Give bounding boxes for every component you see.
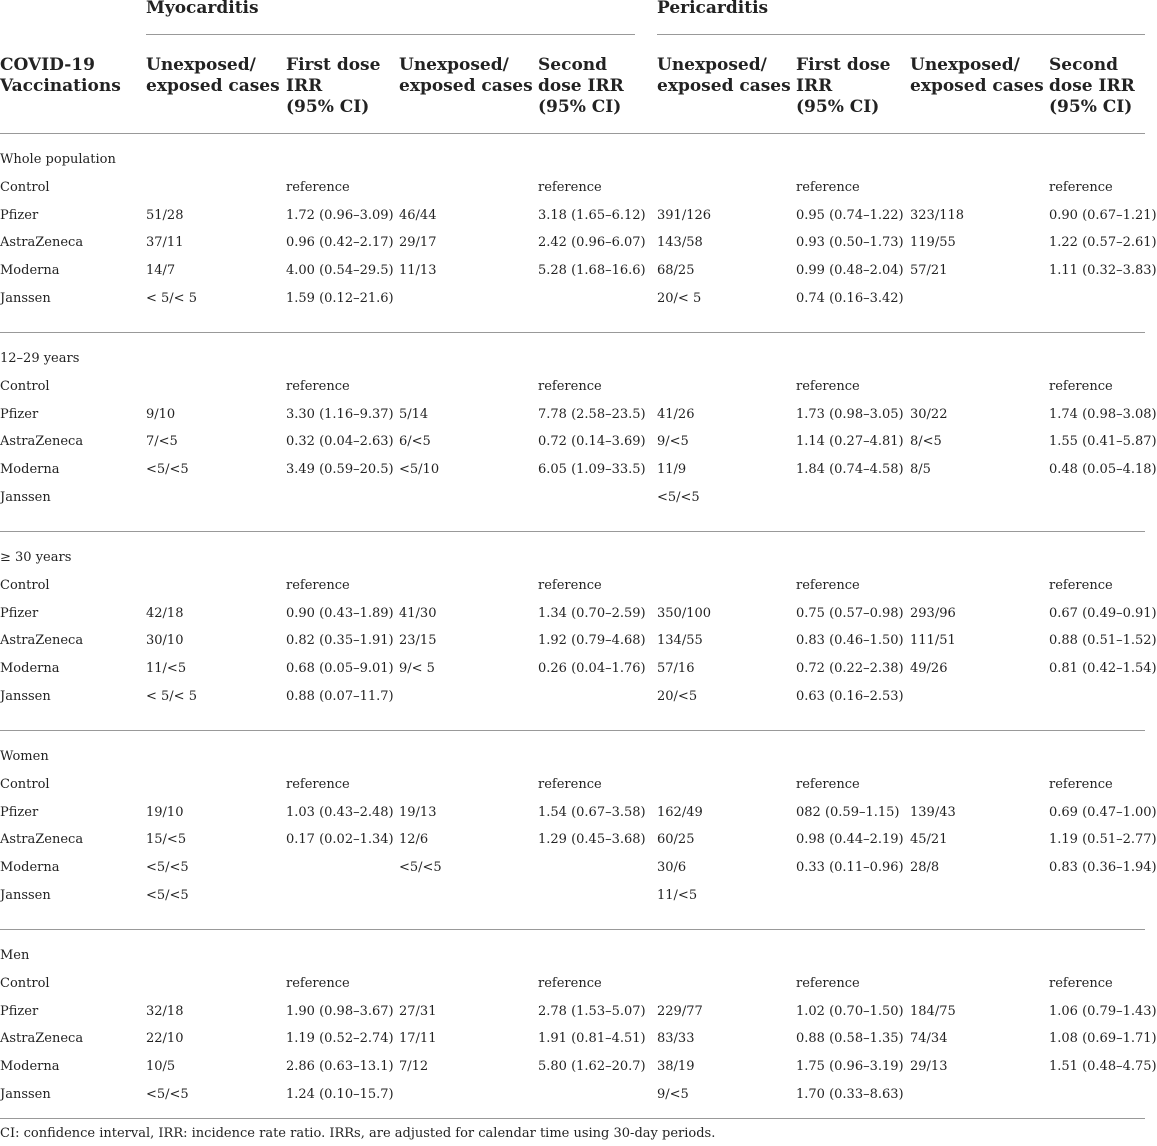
table-cell: 2.78 (1.53–5.07) xyxy=(538,1003,646,1019)
table-cell: 0.63 (0.16–2.53) xyxy=(796,688,904,704)
table-cell: 0.26 (0.04–1.76) xyxy=(538,661,646,677)
column-header xyxy=(657,55,791,97)
table-cell: 23/15 xyxy=(399,633,437,649)
column-header xyxy=(399,55,533,97)
table-cell: < 5/< 5 xyxy=(146,290,197,306)
table-cell: 0.88 (0.58–1.35) xyxy=(796,1031,904,1047)
table-cell: 20/<5 xyxy=(657,688,698,704)
table-cell: 1.90 (0.98–3.67) xyxy=(286,1003,394,1019)
table-cell: 19/10 xyxy=(146,804,184,820)
table-cell: 29/13 xyxy=(910,1059,948,1075)
column-header-line: (95% CI) xyxy=(538,97,622,117)
table-cell: 1.70 (0.33–8.63) xyxy=(796,1086,904,1102)
vaccine-label: Control xyxy=(0,976,50,991)
table-cell: 11/13 xyxy=(399,263,437,279)
table-cell: 0.88 (0.51–1.52) xyxy=(1049,633,1157,649)
table-cell: reference xyxy=(286,180,350,195)
table-cell: 8/<5 xyxy=(910,434,942,450)
table-cell: 57/16 xyxy=(657,661,695,677)
table-cell: 082 (0.59–1.15) xyxy=(796,804,900,820)
table-cell: 30/10 xyxy=(146,633,184,649)
group-underline xyxy=(657,34,1145,35)
table-cell: 1.34 (0.70–2.59) xyxy=(538,605,646,621)
table-cell: 5.80 (1.62–20.7) xyxy=(538,1059,646,1075)
table-cell: 0.90 (0.67–1.21) xyxy=(1049,207,1157,223)
vaccine-label: AstraZeneca xyxy=(0,832,84,848)
table-cell: 45/21 xyxy=(910,832,948,848)
table-cell: reference xyxy=(796,777,860,792)
table-cell: 0.83 (0.36–1.94) xyxy=(1049,860,1157,876)
table-cell: 0.32 (0.04–2.63) xyxy=(286,434,394,450)
vaccine-label: Janssen xyxy=(0,489,51,505)
table-cell: <5/<5 xyxy=(146,860,189,876)
vaccine-label: Janssen xyxy=(0,688,51,704)
column-header-line: dose IRR xyxy=(538,76,624,96)
table-rule xyxy=(0,332,1145,333)
table-cell: 1.51 (0.48–4.75) xyxy=(1049,1059,1157,1075)
table-cell: 9/<5 xyxy=(657,1086,689,1102)
table-cell: 1.19 (0.52–2.74) xyxy=(286,1031,394,1047)
table-cell: 0.75 (0.57–0.98) xyxy=(796,605,904,621)
column-header-line: exposed cases xyxy=(399,76,533,96)
table-cell: 184/75 xyxy=(910,1003,956,1019)
table-cell: 3.49 (0.59–20.5) xyxy=(286,462,394,478)
group-header: Myocarditis xyxy=(146,0,259,18)
vaccine-label: Moderna xyxy=(0,462,60,478)
table-cell: 9/< 5 xyxy=(399,661,435,677)
table-cell: 0.82 (0.35–1.91) xyxy=(286,633,394,649)
table-cell: 74/34 xyxy=(910,1031,948,1047)
table-cell: 11/9 xyxy=(657,462,687,478)
table-cell: 0.68 (0.05–9.01) xyxy=(286,661,394,677)
table-cell: 1.74 (0.98–3.08) xyxy=(1049,406,1157,422)
table-cell: reference xyxy=(538,976,602,991)
column-header-line: Unexposed/ xyxy=(910,55,1020,75)
table-cell: 14/7 xyxy=(146,263,176,279)
table-cell: 1.59 (0.12–21.6) xyxy=(286,290,394,306)
table-cell: 0.83 (0.46–1.50) xyxy=(796,633,904,649)
table-cell: 68/25 xyxy=(657,263,695,279)
group-underline xyxy=(146,34,635,35)
table-cell: 22/10 xyxy=(146,1031,184,1047)
vaccine-label: Pfizer xyxy=(0,207,39,223)
table-cell: 5.28 (1.68–16.6) xyxy=(538,263,646,279)
table-cell: 46/44 xyxy=(399,207,437,223)
table-cell: 1.55 (0.41–5.87) xyxy=(1049,434,1157,450)
table-cell: 323/118 xyxy=(910,207,965,223)
vaccine-label: AstraZeneca xyxy=(0,235,84,251)
column-header xyxy=(286,55,380,118)
vaccine-label: Moderna xyxy=(0,1059,60,1075)
vaccine-label: Moderna xyxy=(0,263,60,279)
table-cell: 57/21 xyxy=(910,263,948,279)
table-cell: 0.72 (0.14–3.69) xyxy=(538,434,646,450)
table-cell: 6.05 (1.09–33.5) xyxy=(538,462,646,478)
table-cell: 8/5 xyxy=(910,462,931,478)
column-header-line: First dose xyxy=(286,55,381,75)
column-header-line: dose IRR xyxy=(1049,76,1135,96)
table-rule xyxy=(0,730,1145,731)
column-header-line: (95% CI) xyxy=(1049,97,1133,117)
table-cell: 11/<5 xyxy=(146,661,187,677)
column-header-line: Unexposed/ xyxy=(399,55,509,75)
table-cell: 27/31 xyxy=(399,1003,437,1019)
table-cell: 30/6 xyxy=(657,860,687,876)
column-header-line: exposed cases xyxy=(657,76,791,96)
vaccine-label: Control xyxy=(0,180,50,195)
table-cell: 1.02 (0.70–1.50) xyxy=(796,1003,904,1019)
table-rule xyxy=(0,133,1145,134)
table-cell: 111/51 xyxy=(910,633,956,649)
table-cell: 1.73 (0.98–3.05) xyxy=(796,406,904,422)
table-cell: 162/49 xyxy=(657,804,703,820)
vaccine-label: AstraZeneca xyxy=(0,633,84,649)
table-cell: 30/22 xyxy=(910,406,948,422)
table-cell: 1.22 (0.57–2.61) xyxy=(1049,235,1157,251)
table-cell: 41/30 xyxy=(399,605,437,621)
table-cell: 134/55 xyxy=(657,633,703,649)
table-cell: 7/<5 xyxy=(146,434,178,450)
column-header xyxy=(910,55,1044,97)
table-cell: 0.99 (0.48–2.04) xyxy=(796,263,904,279)
table-cell: reference xyxy=(796,976,860,991)
table-cell: 1.08 (0.69–1.71) xyxy=(1049,1031,1157,1047)
table-cell: 37/11 xyxy=(146,235,184,251)
column-header-line: IRR xyxy=(796,76,833,96)
table-rule xyxy=(0,1118,1145,1119)
section-title: Whole population xyxy=(0,152,116,167)
table-cell: reference xyxy=(286,379,350,394)
table-cell: 0.33 (0.11–0.96) xyxy=(796,860,904,876)
vaccine-label: Pfizer xyxy=(0,804,39,820)
section-title: 12–29 years xyxy=(0,351,80,366)
table-cell: 1.03 (0.43–2.48) xyxy=(286,804,394,820)
table-cell: 32/18 xyxy=(146,1003,184,1019)
table-cell: <5/<5 xyxy=(399,860,442,876)
table-cell: 19/13 xyxy=(399,804,437,820)
table-cell: 49/26 xyxy=(910,661,948,677)
vaccine-label: Janssen xyxy=(0,290,51,306)
table-cell: 229/77 xyxy=(657,1003,703,1019)
section-title: ≥ 30 years xyxy=(0,550,72,565)
table-cell: 1.14 (0.27–4.81) xyxy=(796,434,904,450)
table-rule xyxy=(0,531,1145,532)
vaccine-label: Control xyxy=(0,578,50,593)
column-header-line: COVID-19 xyxy=(0,55,95,75)
vaccine-label: Pfizer xyxy=(0,1003,39,1019)
table-cell: 0.72 (0.22–2.38) xyxy=(796,661,904,677)
table-cell: 51/28 xyxy=(146,207,184,223)
table-cell: reference xyxy=(796,578,860,593)
table-cell: reference xyxy=(1049,976,1113,991)
column-header-line: IRR xyxy=(286,76,323,96)
table-cell: 391/126 xyxy=(657,207,712,223)
column-header xyxy=(0,55,121,97)
table-cell: 143/58 xyxy=(657,235,703,251)
table-cell: reference xyxy=(538,379,602,394)
table-cell: 9/<5 xyxy=(657,434,689,450)
table-cell: 7.78 (2.58–23.5) xyxy=(538,406,646,422)
table-cell: < 5/< 5 xyxy=(146,688,197,704)
vaccine-label: Moderna xyxy=(0,860,60,876)
table-cell: reference xyxy=(286,976,350,991)
table-cell: 119/55 xyxy=(910,235,956,251)
table-cell: 3.18 (1.65–6.12) xyxy=(538,207,646,223)
table-cell: 9/10 xyxy=(146,406,176,422)
column-header-line: First dose xyxy=(796,55,891,75)
table-cell: reference xyxy=(1049,379,1113,394)
column-header xyxy=(538,55,624,118)
vaccine-label: Control xyxy=(0,777,50,792)
table-cell: 2.42 (0.96–6.07) xyxy=(538,235,646,251)
table-cell: 0.90 (0.43–1.89) xyxy=(286,605,394,621)
table-cell: reference xyxy=(286,578,350,593)
vaccine-label: Pfizer xyxy=(0,406,39,422)
column-header-line: Unexposed/ xyxy=(657,55,767,75)
column-header-line: (95% CI) xyxy=(286,97,370,117)
table-cell: 1.91 (0.81–4.51) xyxy=(538,1031,646,1047)
table-cell: reference xyxy=(286,777,350,792)
table-cell: reference xyxy=(538,777,602,792)
table-cell: 0.95 (0.74–1.22) xyxy=(796,207,904,223)
vaccine-label: AstraZeneca xyxy=(0,1031,84,1047)
table-cell: 7/12 xyxy=(399,1059,429,1075)
table-cell: 15/<5 xyxy=(146,832,187,848)
column-header xyxy=(796,55,890,118)
table-cell: 0.74 (0.16–3.42) xyxy=(796,290,904,306)
table-cell: <5/<5 xyxy=(657,489,700,505)
column-header xyxy=(146,55,280,97)
table-footnote: CI: confidence interval, IRR: incidence rate ratio. IRRs, are adjusted for calendar time using 30-day periods. xyxy=(0,1126,716,1141)
table-cell: 28/8 xyxy=(910,860,940,876)
table-cell: 29/17 xyxy=(399,235,437,251)
table-cell: 38/19 xyxy=(657,1059,695,1075)
table-cell: 0.98 (0.44–2.19) xyxy=(796,832,904,848)
table-cell: <5/10 xyxy=(399,462,440,478)
table-cell: 17/11 xyxy=(399,1031,437,1047)
column-header-line: Second xyxy=(538,55,608,75)
table-cell: 42/18 xyxy=(146,605,184,621)
table-cell: reference xyxy=(796,379,860,394)
column-header xyxy=(1049,55,1135,118)
table-cell: 1.92 (0.79–4.68) xyxy=(538,633,646,649)
table-cell: <5/<5 xyxy=(146,462,189,478)
table-cell: 4.00 (0.54–29.5) xyxy=(286,263,394,279)
table-cell: 3.30 (1.16–9.37) xyxy=(286,406,394,422)
section-title: Women xyxy=(0,749,49,764)
table-cell: 41/26 xyxy=(657,406,695,422)
table-cell: <5/<5 xyxy=(146,887,189,903)
table-cell: 0.88 (0.07–11.7) xyxy=(286,688,394,704)
vaccine-label: Control xyxy=(0,379,50,394)
table-cell: reference xyxy=(1049,578,1113,593)
table-cell: 1.29 (0.45–3.68) xyxy=(538,832,646,848)
table-cell: 0.67 (0.49–0.91) xyxy=(1049,605,1157,621)
table-cell: 10/5 xyxy=(146,1059,176,1075)
table-cell: 1.75 (0.96–3.19) xyxy=(796,1059,904,1075)
table-cell: 0.69 (0.47–1.00) xyxy=(1049,804,1157,820)
table-cell: reference xyxy=(538,578,602,593)
vaccine-label: Pfizer xyxy=(0,605,39,621)
column-header-line: Second xyxy=(1049,55,1119,75)
column-header-line: Vaccinations xyxy=(0,76,121,96)
table-cell: reference xyxy=(538,180,602,195)
column-header-line: Unexposed/ xyxy=(146,55,256,75)
table-cell: 0.81 (0.42–1.54) xyxy=(1049,661,1157,677)
table-cell: 83/33 xyxy=(657,1031,695,1047)
table-cell: 1.19 (0.51–2.77) xyxy=(1049,832,1157,848)
vaccine-label: Janssen xyxy=(0,1086,51,1102)
table-cell: reference xyxy=(796,180,860,195)
table-cell: 139/43 xyxy=(910,804,956,820)
table-cell: 350/100 xyxy=(657,605,712,621)
column-header-line: exposed cases xyxy=(910,76,1044,96)
vaccine-label: AstraZeneca xyxy=(0,434,84,450)
section-title: Men xyxy=(0,948,30,963)
table-cell: <5/<5 xyxy=(146,1086,189,1102)
table-cell: 20/< 5 xyxy=(657,290,702,306)
vaccine-label: Moderna xyxy=(0,661,60,677)
table-cell: 11/<5 xyxy=(657,887,698,903)
table-cell: 60/25 xyxy=(657,832,695,848)
table-cell: 1.84 (0.74–4.58) xyxy=(796,462,904,478)
table-cell: 293/96 xyxy=(910,605,956,621)
table-rule xyxy=(0,929,1145,930)
table-cell: 1.06 (0.79–1.43) xyxy=(1049,1003,1157,1019)
column-header-line: (95% CI) xyxy=(796,97,880,117)
column-header-line: exposed cases xyxy=(146,76,280,96)
table-cell: 0.48 (0.05–4.18) xyxy=(1049,462,1157,478)
table-cell: reference xyxy=(1049,180,1113,195)
table-cell: 1.72 (0.96–3.09) xyxy=(286,207,394,223)
group-header: Pericarditis xyxy=(657,0,769,18)
table-cell: 0.96 (0.42–2.17) xyxy=(286,235,394,251)
table-cell: 1.24 (0.10–15.7) xyxy=(286,1086,394,1102)
table-cell: reference xyxy=(1049,777,1113,792)
table-cell: 0.93 (0.50–1.73) xyxy=(796,235,904,251)
table-cell: 6/<5 xyxy=(399,434,431,450)
table-cell: 5/14 xyxy=(399,406,429,422)
vaccine-label: Janssen xyxy=(0,887,51,903)
table-cell: 1.11 (0.32–3.83) xyxy=(1049,263,1157,279)
table-cell: 0.17 (0.02–1.34) xyxy=(286,832,394,848)
table-cell: 1.54 (0.67–3.58) xyxy=(538,804,646,820)
table-cell: 2.86 (0.63–13.1) xyxy=(286,1059,394,1075)
table-cell: 12/6 xyxy=(399,832,429,848)
